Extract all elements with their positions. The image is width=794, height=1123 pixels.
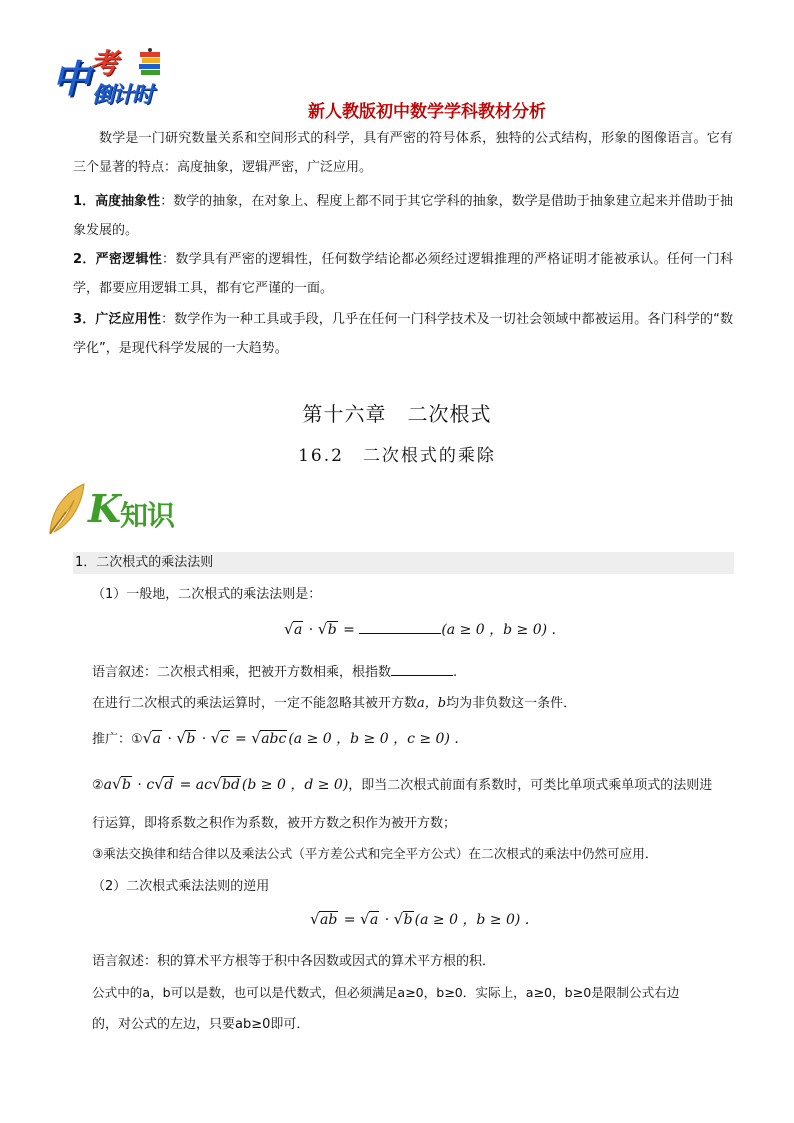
note-1-suffix: 均为非负数这一条件． — [446, 696, 577, 711]
generalization-2-text: ，即当二次根式前面有系数时，可类比单项式乘单项式的法则进 — [348, 778, 713, 793]
formula-multiplication: √ a · √ b = (a ≥ 0 ，b ≥ 0) . — [284, 619, 556, 639]
note-1-text: 在进行二次根式的乘法运算时，一定不能忽略其被开方数 — [92, 696, 418, 711]
section-heading: 1．二次根式的乘法法则 — [73, 552, 734, 574]
note-2-line1: 公式中的a，b可以是数，也可以是代数式，但必须满足a≥0，b≥0．实际上，a≥0，b≥0是限制公式右边 — [92, 985, 680, 1000]
logo-sub-text: 倒计时 — [92, 83, 153, 108]
badge-k-letter: K — [88, 486, 122, 531]
section-title: 16.2 二次根式的乘除 — [298, 446, 496, 466]
feature-item-3-label: 3．广泛应用性 — [73, 312, 162, 327]
logo-top-char: 考 — [90, 47, 119, 80]
intro-paragraph: 数学是一门研究数量关系和空间形式的科学，具有严密的符号体系，独特的公式结构，形象的图像语言。它有三个显著的特点：高度抽象，逻辑严密，广泛应用。 — [73, 131, 733, 175]
formula-1-condition: (a ≥ 0 ，b ≥ 0) . — [441, 622, 556, 638]
feature-item-1 — [73, 188, 733, 245]
generalization-1-condition: (a ≥ 0 ，b ≥ 0 ，c ≥ 0) . — [288, 731, 459, 747]
feature-item-1-label: 1．高度抽象性 — [73, 194, 161, 209]
badge-text: 知识 — [120, 499, 175, 532]
generalization-2-line2: 行运算，即将系数之积作为系数，被开方数之积作为被开方数； — [92, 816, 457, 831]
chapter-title: 第十六章 二次根式 — [302, 402, 492, 426]
books-icon — [138, 48, 164, 82]
note-2-line2: 的，对公式的左边，只要ab≥0即可． — [92, 1017, 310, 1032]
generalization-2-prefix: ② — [92, 778, 104, 793]
narration-1 — [92, 661, 457, 680]
narration-2: 语言叙述：积的算术平方根等于积中各因数或因式的算术平方根的积． — [92, 954, 496, 969]
feature-item-3 — [73, 306, 733, 363]
logo-big-char: 中 — [52, 57, 89, 101]
generalization-2-condition: (b ≥ 0 ，d ≥ 0) — [241, 777, 349, 793]
feature-item-2-text: ：数学具有严密的逻辑性，任何数学结论都必须经过逻辑推理的严格证明才能被承认。任何一门科学，都要应用逻辑工具，都有它严谨的一面。 — [73, 252, 733, 296]
generalization-1-prefix: 推广：① — [92, 732, 143, 747]
sub-heading-2: （2）二次根式乘法法则的逆用 — [92, 879, 270, 894]
feature-item-2-label: 2．严密逻辑性 — [73, 252, 163, 267]
note-1-vars: a，b — [417, 696, 447, 711]
narration-1-text: 语言叙述：二次根式相乘，把被开方数相乘，根指数 — [92, 665, 392, 680]
generalization-3: ③乘法交换律和结合律以及乘法公式（平方差公式和完全平方公式）在二次根式的乘法中仍然可应用． — [92, 846, 658, 861]
feature-item-3-text: ：数学作为一种工具或手段，几乎在任何一门科学技术及一切社会领域中都被运用。各门科学的“数学化”，是现代科学发展的一大趋势。 — [73, 312, 733, 356]
formula-2-condition: (a ≥ 0 ，b ≥ 0) . — [414, 912, 530, 928]
knowledge-badge — [40, 482, 190, 538]
generalization-1: 推广：①√ a · √ b · √ c = √ abc (a ≥ 0 ，b ≥ 0 ，c ≥ 0) . — [92, 728, 459, 748]
feather-icon — [44, 482, 92, 538]
note-1 — [92, 692, 576, 711]
feature-item-2 — [73, 246, 733, 303]
formula-inverse: √ ab = √ a · √ b (a ≥ 0 ，b ≥ 0) . — [310, 909, 529, 929]
sub-heading-1: （1）一般地，二次根式的乘法法则是： — [92, 587, 322, 602]
generalization-2: ②a√ b · c√ d = ac√ bd (b ≥ 0 ，d ≥ 0)，即当二次根式前面有系数时，可类比单项式乘单项式的法则进 — [92, 774, 712, 794]
narration-1-suffix: . — [453, 665, 458, 680]
feature-item-1-text: ：数学的抽象，在对象上、程度上都不同于其它学科的抽象，数学是借助于抽象建立起来并借助于抽象发展的。 — [73, 194, 733, 238]
page-title: 新人教版初中数学学科教材分析 — [308, 102, 546, 122]
